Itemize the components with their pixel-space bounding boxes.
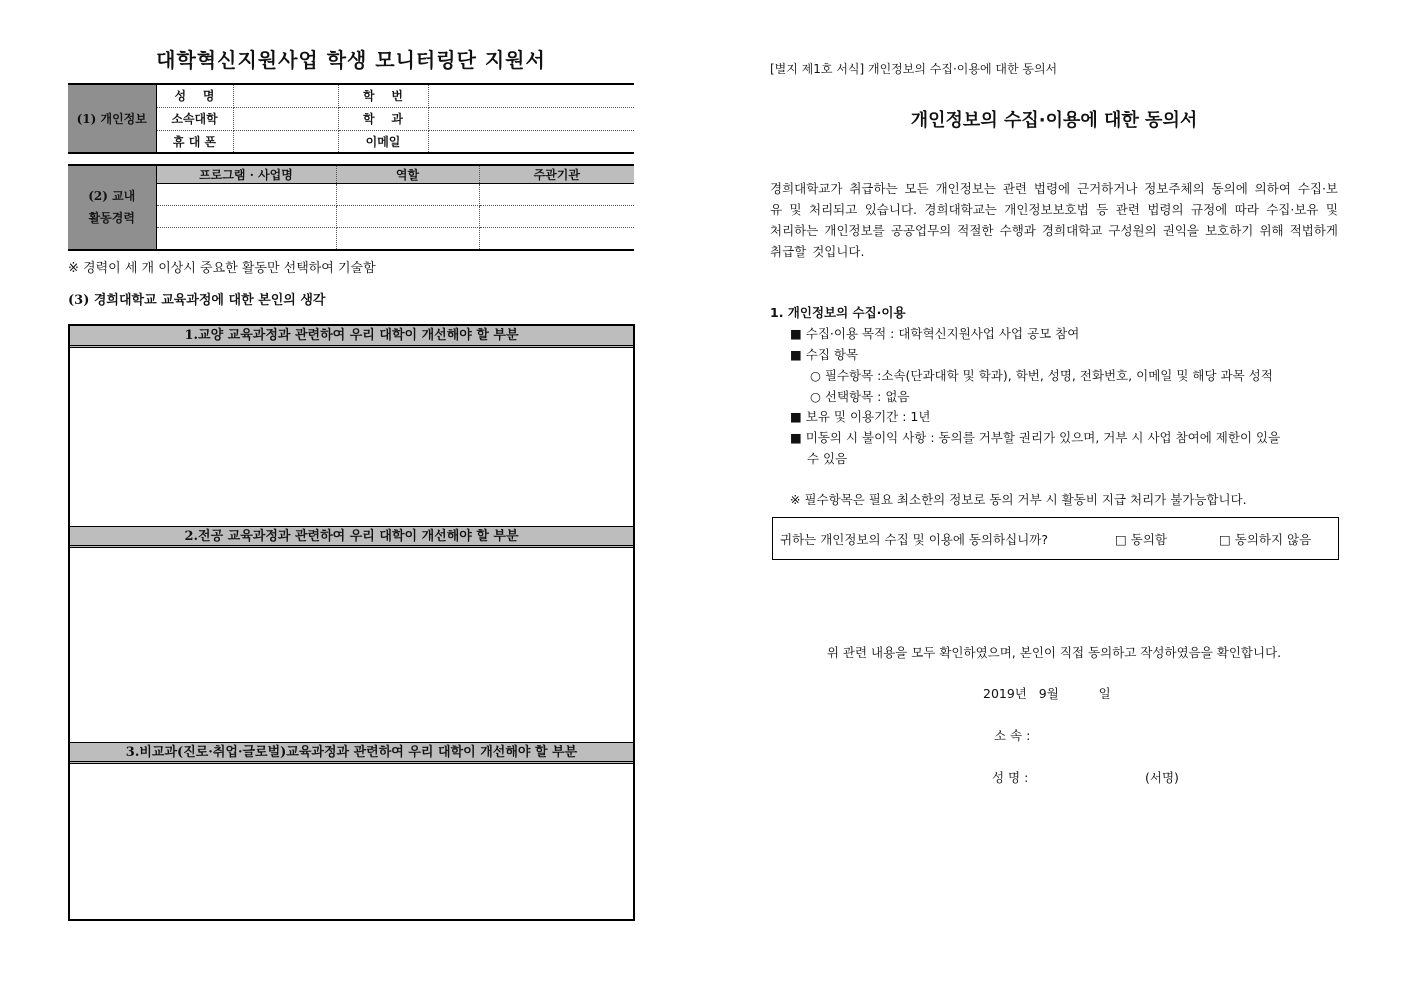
activity-section-label-line1: (2) 교내 — [88, 189, 136, 204]
consent-title: 개인정보의 수집·이용에 대한 동의서 — [910, 110, 1198, 131]
college-label: 소속대학 — [156, 107, 233, 130]
agree-checkbox[interactable]: □ 동의함 — [1115, 532, 1168, 547]
extracurricular-heading: 3.비교과(진로·취업·글로벌)교육과정과 관련하여 우리 대학이 개선해야 할 부분 — [70, 742, 633, 764]
student-id-field[interactable] — [428, 84, 634, 107]
activity-section-label-line2: 활동경력 — [88, 211, 135, 226]
personal-info-section-label: (1) 개인정보 — [68, 84, 156, 153]
consent-question-box — [772, 517, 1339, 560]
activity-history-table — [68, 164, 634, 251]
purpose-item: ■ 수집·이용 목적 : 대학혁신지원사업 사업 공모 참여 — [790, 326, 1080, 341]
signer-name-label: 성 명 : — [992, 770, 1029, 785]
general-education-heading: 1.교양 교육과정과 관련하여 우리 대학이 개선해야 할 부분 — [70, 326, 633, 348]
retention-period: ■ 보유 및 이용기간 : 1년 — [790, 409, 931, 424]
program-cell[interactable] — [156, 184, 336, 206]
activity-note: ※ 경력이 세 개 이상시 중요한 활동만 선택하여 기술함 — [68, 261, 376, 276]
activity-section-label — [68, 165, 156, 250]
organizer-cell[interactable] — [479, 184, 634, 206]
major-education-heading: 2.전공 교육과정과 관련하여 우리 대학이 개선해야 할 부분 — [70, 526, 633, 548]
personal-info-table — [68, 83, 634, 154]
role-cell[interactable] — [336, 206, 479, 228]
disagree-checkbox[interactable]: □ 동의하지 않음 — [1219, 532, 1312, 547]
name-field[interactable] — [233, 84, 338, 107]
phone-label: 휴 대 폰 — [156, 130, 233, 153]
column-header-role: 역할 — [336, 165, 479, 184]
email-field[interactable] — [428, 130, 634, 153]
major-education-answer-area[interactable] — [70, 551, 633, 742]
disadvantage-item-continued: 수 있음 — [807, 451, 848, 466]
disadvantage-item: ■ 미동의 시 불이익 사항 : 동의를 거부할 권리가 있으며, 거부 시 사업 참여에 제한이 있을 — [790, 430, 1281, 445]
curriculum-opinion-title: (3) 경희대학교 교육과정에 대한 본인의 생각 — [68, 293, 326, 308]
column-header-organizer: 주관기관 — [479, 165, 634, 184]
department-label: 학 과 — [338, 107, 428, 130]
department-field[interactable] — [428, 107, 634, 130]
extracurricular-answer-area[interactable] — [70, 767, 633, 919]
program-cell[interactable] — [156, 228, 336, 250]
program-cell[interactable] — [156, 206, 336, 228]
signature-label: (서명) — [1145, 770, 1179, 785]
consent-intro-paragraph: 경희대학교가 취급하는 모든 개인정보는 관련 법령에 근거하거나 정보주체의 동의에 의하여 수집·보유 및 처리되고 있습니다. 경희대학교는 개인정보보호법 등 관련 법령의 규정에 따라 수집·보유 및 처리하는 개인정보를 공공업무의 적절한 수행과 경희대학교 구성원의 권익을 보호하기 위해 적법하게 취급할 것입니다. — [770, 181, 1338, 259]
affiliation-label: 소 속 : — [994, 728, 1031, 743]
date-line: 2019년 9월 일 — [983, 686, 1111, 701]
optional-items: ○ 선택항목 : 없음 — [810, 389, 910, 404]
email-label: 이메일 — [338, 130, 428, 153]
college-field[interactable] — [233, 107, 338, 130]
confirmation-statement: 위 관련 내용을 모두 확인하였으며, 본인이 직접 동의하고 작성하였음을 확인합니다. — [826, 645, 1282, 660]
name-label: 성 명 — [156, 84, 233, 107]
role-cell[interactable] — [336, 184, 479, 206]
column-header-program: 프로그램 · 사업명 — [156, 165, 336, 184]
general-education-answer-area[interactable] — [70, 351, 633, 526]
organizer-cell[interactable] — [479, 206, 634, 228]
application-form-title: 대학혁신지원사업 학생 모니터링단 지원서 — [156, 48, 546, 72]
consent-question: 귀하는 개인정보의 수집 및 이용에 동의하십니까? — [780, 532, 1049, 547]
student-id-label: 학 번 — [338, 84, 428, 107]
required-items: ○ 필수항목 :소속(단과대학 및 학과), 학번, 성명, 전화번호, 이메일 및 해당 과목 성적 — [810, 368, 1273, 383]
role-cell[interactable] — [336, 228, 479, 250]
collected-items-heading: ■ 수집 항목 — [790, 347, 859, 362]
collection-section-title: 1. 개인정보의 수집·이용 — [770, 305, 906, 320]
curriculum-opinion-box — [68, 324, 635, 921]
form-reference: [별지 제1호 서식] 개인정보의 수집·이용에 대한 동의서 — [770, 62, 1058, 76]
organizer-cell[interactable] — [479, 228, 634, 250]
phone-field[interactable] — [233, 130, 338, 153]
required-items-note: ※ 필수항목은 필요 최소한의 정보로 동의 거부 시 활동비 지급 처리가 불가능합니다. — [790, 492, 1247, 507]
